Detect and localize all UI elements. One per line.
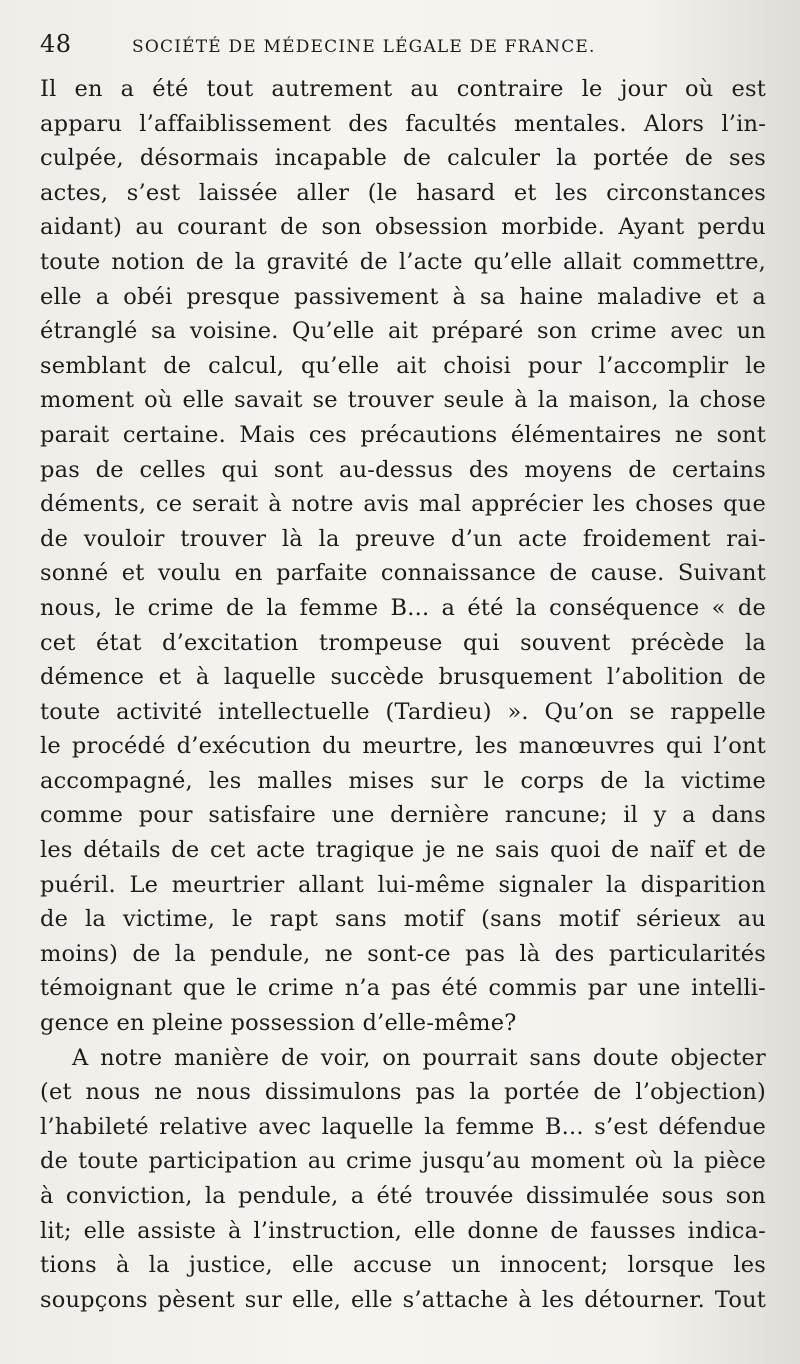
paragraph-start-line: A notre manière de voir, on pourrait sans doute objecter [72,1044,766,1071]
text-line: cet état d’excitation trompeuse qui souvent précède la [40,629,766,656]
paragraph-end-line: gence en pleine possession d’elle-même? [40,1010,517,1037]
text-line: toute activité intellectuelle (Tardieu) ». Qu’on se rappelle [40,698,766,725]
page-number: 48 [40,30,72,58]
body-text [40,72,766,1317]
text-line: lit; elle assiste à l’instruction, elle donne de fausses indica- [40,1217,766,1244]
text-line: semblant de calcul, qu’elle ait choisi pour l’accomplir le [40,352,766,379]
running-title: SOCIÉTÉ DE MÉDECINE LÉGALE DE FRANCE. [132,37,596,57]
text-line: témoignant que le crime n’a pas été commis par une intelli- [40,975,766,1002]
text-line: de la victime, le rapt sans motif (sans motif sérieux au [40,906,766,933]
text-line: elle a obéi presque passivement à sa haine maladive et a [40,283,766,310]
text-line: les détails de cet acte tragique je ne sais quoi de naïf et de [40,837,766,864]
text-line: de toute participation au crime jusqu’au moment où la pièce [40,1148,766,1175]
text-line: toute notion de la gravité de l’acte qu’elle allait commettre, [40,248,766,275]
running-header [40,30,766,70]
text-line: accompagné, les malles mises sur le corps de la victime [40,767,766,794]
text-line: l’habileté relative avec laquelle la femme B... s’est défendue [40,1113,766,1140]
text-line: aidant) au courant de son obsession morbide. Ayant perdu [40,214,766,241]
text-line: (et nous ne nous dissimulons pas la portée de l’objection) [40,1079,766,1106]
text-line: le procédé d’exécution du meurtre, les manœuvres qui l’ont [40,733,766,760]
text-line: moment où elle savait se trouver seule à la maison, la chose [40,387,766,414]
text-line: apparu l’affaiblissement des facultés mentales. Alors l’in- [40,110,766,137]
text-line: tions à la justice, elle accuse un innocent; lorsque les [40,1252,766,1279]
text-line: à conviction, la pendule, a été trouvée dissimulée sous son [40,1183,766,1209]
text-line: sonné et voulu en parfaite connaissance de cause. Suivant [40,560,766,587]
text-line: moins) de la pendule, ne sont-ce pas là des particularités [40,940,766,967]
text-line: Il en a été tout autrement au contraire le jour où est [40,76,766,102]
text-line: démence et à laquelle succède brusquement l’abolition de [40,664,766,691]
text-line: pas de celles qui sont au-dessus des moyens de certains [40,456,766,483]
text-line: étranglé sa voisine. Qu’elle ait préparé son crime avec un [40,318,766,345]
text-line: parait certaine. Mais ces précautions élémentaires ne sont [40,421,766,448]
text-line: culpée, désormais incapable de calculer la portée de ses [40,145,766,172]
text-line: puéril. Le meurtrier allant lui-même signaler la disparition [40,871,766,898]
text-line: déments, ce serait à notre avis mal apprécier les choses que [40,491,766,518]
text-line: soupçons pèsent sur elle, elle s’attache à les détourner. Tout [40,1286,766,1313]
text-line: nous, le crime de la femme B... a été la conséquence « de [40,594,766,621]
text-line: actes, s’est laissée aller (le hasard et les circonstances [40,179,766,206]
text-line: de vouloir trouver là la preuve d’un acte froidement rai- [40,525,766,552]
text-line: comme pour satisfaire une dernière rancune; il y a dans [40,802,766,829]
